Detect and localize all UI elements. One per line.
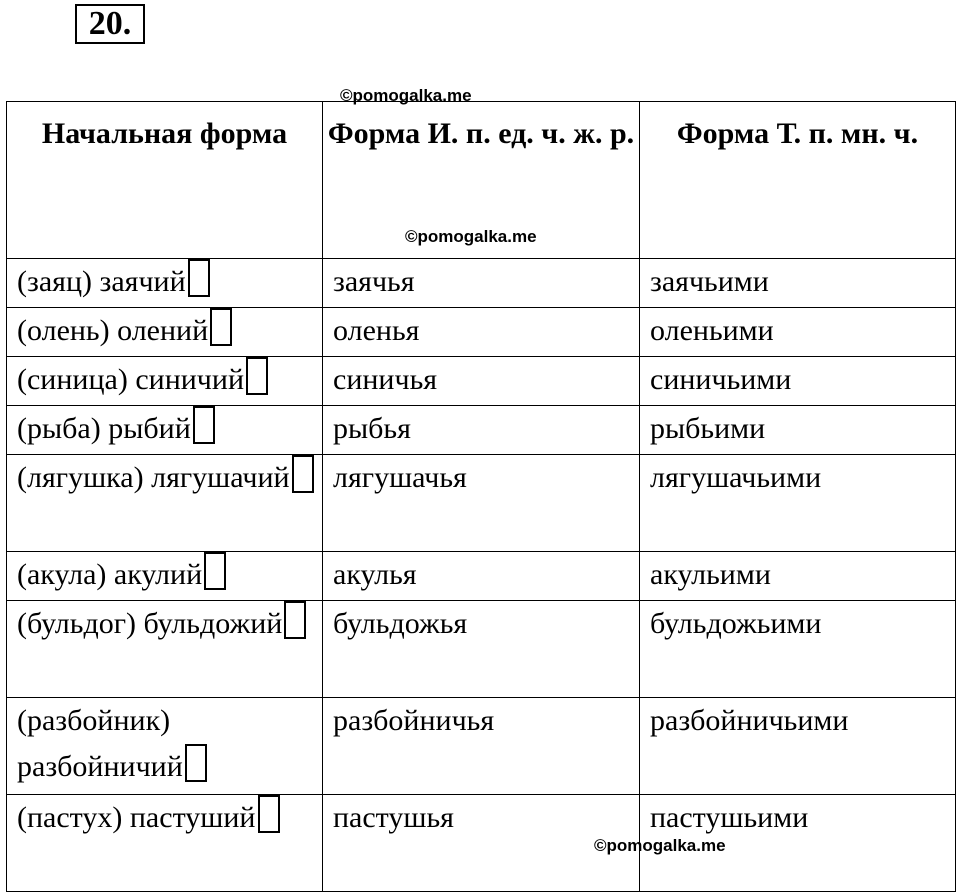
cell-initial: (рыба) рыбий (7, 406, 323, 455)
zero-ending-box (292, 455, 314, 493)
cell-nominative: разбойничья (323, 698, 640, 795)
cell-initial: (разбойник) разбойничий (7, 698, 323, 795)
header-initial-form: Начальная форма (7, 102, 323, 259)
cell-instrumental: лягушачьими (640, 455, 956, 552)
table-row (7, 308, 956, 357)
zero-ending-box (258, 795, 280, 833)
cell-initial: (бульдог) бульдожий (7, 601, 323, 698)
cell-nominative: пастушья (323, 795, 640, 892)
table-row (7, 406, 956, 455)
watermark: ©pomogalka.me (594, 836, 726, 855)
watermark: ©pomogalka.me (340, 86, 472, 105)
cell-nominative: синичья (323, 357, 640, 406)
word-forms-table (6, 101, 956, 892)
zero-ending-box (188, 259, 210, 297)
cell-initial: (синица) синичий (7, 357, 323, 406)
cell-initial: (заяц) заячий (7, 259, 323, 308)
cell-nominative: акулья (323, 552, 640, 601)
cell-initial: (олень) олений (7, 308, 323, 357)
cell-nominative: заячья (323, 259, 640, 308)
zero-ending-box (284, 601, 306, 639)
zero-ending-box (210, 308, 232, 346)
table-row (7, 552, 956, 601)
task-number: 20. (75, 4, 145, 44)
table-row (7, 259, 956, 308)
cell-instrumental: разбойничьими (640, 698, 956, 795)
cell-instrumental: рыбьими (640, 406, 956, 455)
cell-nominative: рыбья (323, 406, 640, 455)
cell-instrumental: синичьими (640, 357, 956, 406)
header-nominative-form: Форма И. п. ед. ч. ж. р. (323, 102, 640, 259)
zero-ending-box (185, 744, 207, 782)
cell-nominative: оленья (323, 308, 640, 357)
watermark: ©pomogalka.me (405, 227, 537, 246)
table-row (7, 601, 956, 698)
cell-initial: (пастух) пастуший (7, 795, 323, 892)
cell-instrumental: оленьими (640, 308, 956, 357)
zero-ending-box (204, 552, 226, 590)
cell-instrumental: пастушьими (640, 795, 956, 892)
table-row (7, 455, 956, 552)
table-header-row (7, 102, 956, 259)
cell-initial: (акула) акулий (7, 552, 323, 601)
cell-instrumental: акульими (640, 552, 956, 601)
table-row (7, 357, 956, 406)
cell-instrumental: заячьими (640, 259, 956, 308)
table-row (7, 795, 956, 892)
zero-ending-box (246, 357, 268, 395)
table-row (7, 698, 956, 795)
cell-instrumental: бульдожьими (640, 601, 956, 698)
cell-nominative: лягушачья (323, 455, 640, 552)
cell-initial: (лягушка) лягушачий (7, 455, 323, 552)
header-instrumental-form: Форма Т. п. мн. ч. (640, 102, 956, 259)
zero-ending-box (193, 406, 215, 444)
cell-nominative: бульдожья (323, 601, 640, 698)
